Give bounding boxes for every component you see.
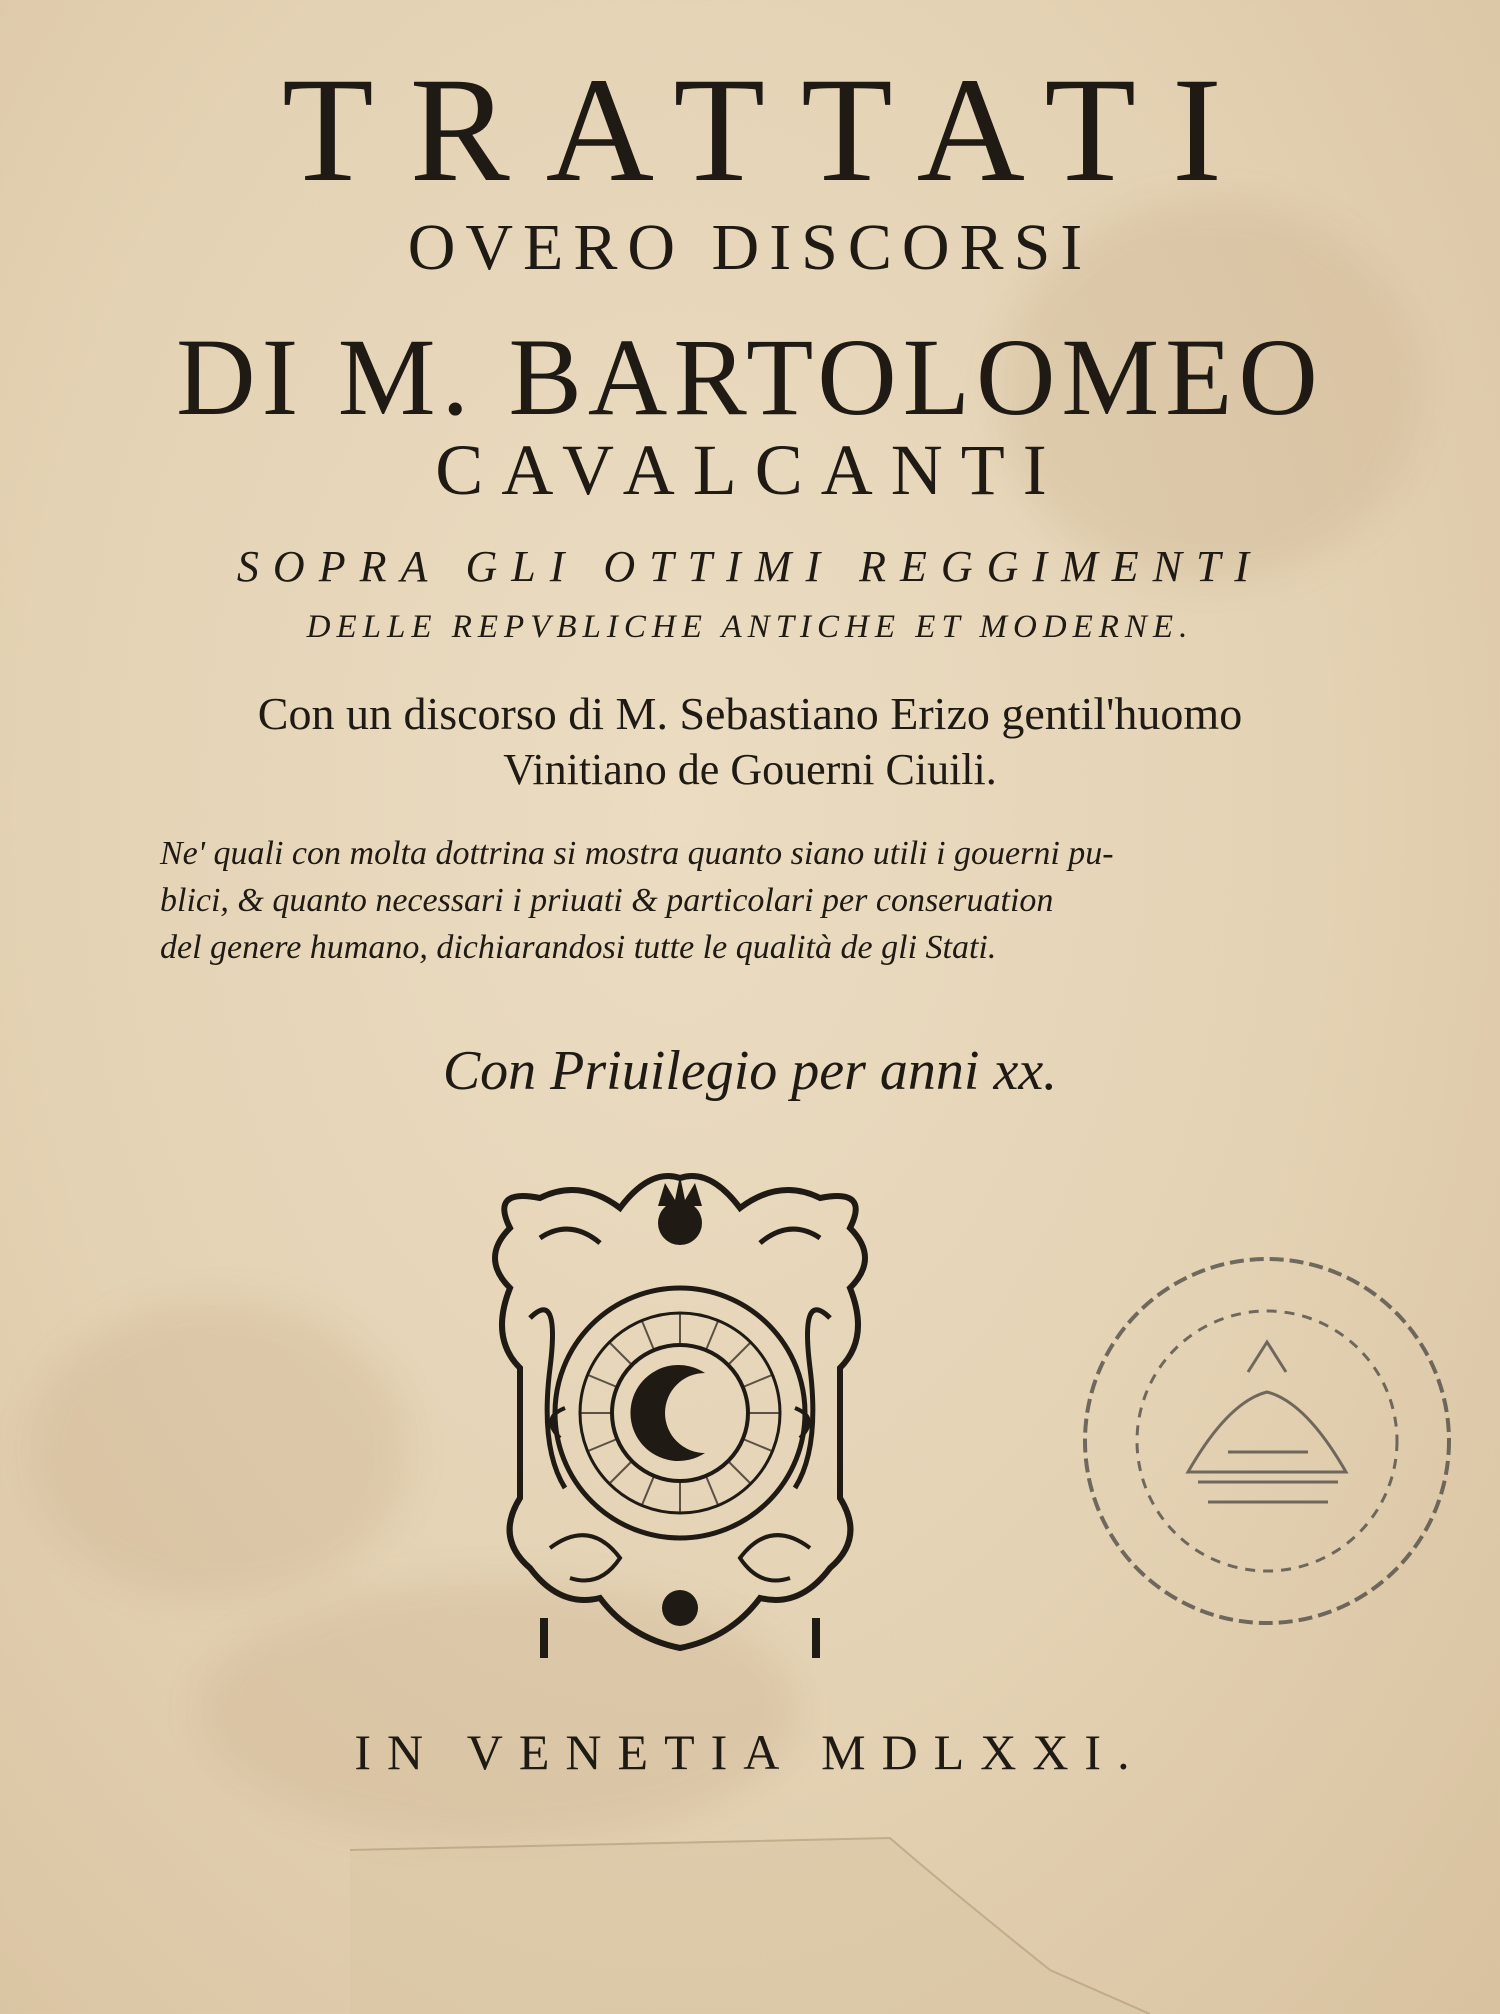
description-line: blici, & quanto necessari i priuati & particolari per conseruation: [160, 882, 1054, 919]
privilege-line: Con Priuilegio per anni xx.: [442, 1040, 1058, 1102]
book-title: TRATTATI: [282, 47, 1258, 213]
book-subtitle: OVERO DISCORSI: [407, 211, 1093, 284]
description-line: del genere humano, dichiarandosi tutte le qualità de gli Stati.: [160, 929, 997, 966]
imprint-line: IN VENETIA MDLXXI.: [354, 1724, 1146, 1780]
author-line-1: DI M. BARTOLOMEO: [176, 316, 1324, 438]
topic-line-1: SOPRA GLI OTTIMI REGGIMENTI: [236, 542, 1264, 591]
torn-paper-edge: [350, 1830, 1150, 2014]
paper-stain: [30, 1300, 410, 1600]
addition-line-1: Con un discorso di M. Sebastiano Erizo gentil'huomo: [257, 688, 1243, 739]
description-line: Ne' quali con molta dottrina si mostra quanto siano utili i gouerni pu-: [160, 835, 1114, 872]
topic-line-2: DELLE REPVBLICHE ANTICHE ET MODERNE.: [306, 609, 1194, 645]
printers-mark-crescent-moon-icon: [470, 1168, 890, 1668]
addition-line-2: Vinitiano de Gouerni Ciuili.: [503, 745, 997, 794]
author-line-2: CAVALCANTI: [435, 430, 1065, 510]
description-paragraph: [160, 830, 1215, 971]
library-stamp-icon: [1078, 1252, 1456, 1630]
